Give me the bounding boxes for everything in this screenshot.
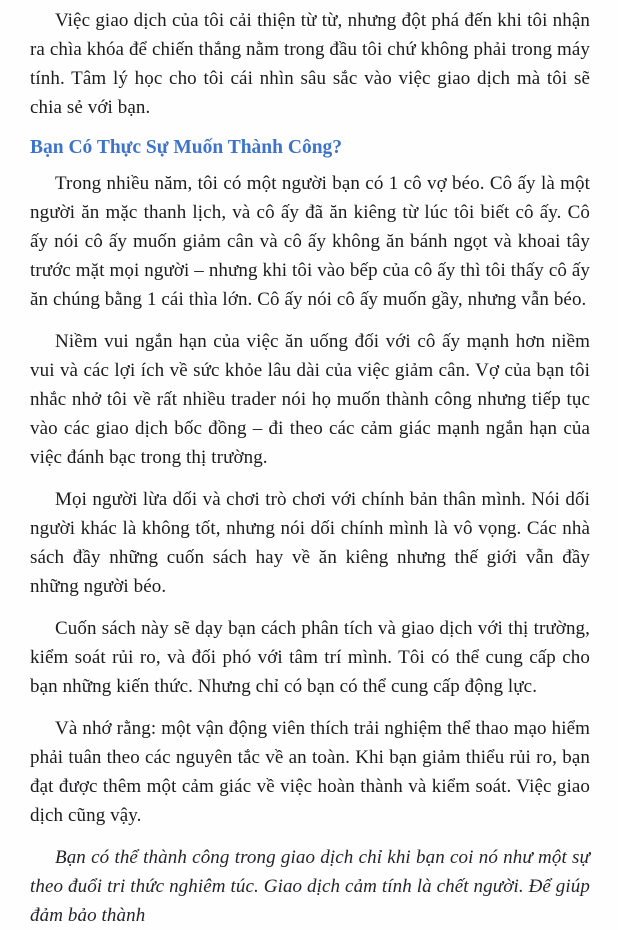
paragraph-intellectual-pursuit-italic: Bạn có thể thành công trong giao dịch chỉ khi bạn coi nó như một sự theo đuổi tri thức nghiêm túc. Giao dịch cảm tính là chết người. Để giúp đảm bảo thành [30, 847, 590, 926]
paragraph-self-deception: Mọi người lừa dối và chơi trò chơi với chính bản thân mình. Nói dối người khác là không tốt, nhưng nói dối chính mình là vô vọng. Các nhà sách đầy những cuốn sách hay về ăn kiêng nhưng thế giới vẫn đầy những người béo. [30, 489, 590, 597]
paragraph-athlete-safety: Và nhớ rằng: một vận động viên thích trải nghiệm thể thao mạo hiểm phải tuân theo các nguyên tắc về an toàn. Khi bạn giảm thiểu rủi ro, bạn đạt được thêm một cảm giác về việc hoàn thành và kiểm soát. Việc giao dịch cũng vậy. [30, 718, 590, 826]
paragraph-fat-wife-story: Trong nhiều năm, tôi có một người bạn có 1 cô vợ béo. Cô ấy là một người ăn mặc thanh lịch, và cô ấy đã ăn kiêng từ lúc tôi biết cô ấy. Cô ấy nói cô ấy muốn giảm cân và cô ấy không ăn bánh ngọt và khoai tây trước mặt mọi người – nhưng khi tôi vào bếp của cô ấy thì tôi thấy cô ấy ăn chúng bằng 1 cái thìa lớn. Cô ấy nói cô ấy muốn gầy, nhưng vẫn béo. [30, 173, 590, 310]
paragraph-book-promise: Cuốn sách này sẽ dạy bạn cách phân tích và giao dịch với thị trường, kiểm soát rủi ro, và đối phó với tâm trí mình. Tôi có thể cung cấp cho bạn những kiến thức. Nhưng chỉ có bạn có thể cung cấp động lực. [30, 618, 590, 697]
section-heading: Bạn Có Thực Sự Muốn Thành Công? [30, 137, 343, 158]
paragraph-short-term-pleasure: Niềm vui ngắn hạn của việc ăn uống đối với cô ấy mạnh hơn niềm vui và các lợi ích về sức khỏe lâu dài của việc giảm cân. Vợ của bạn tôi nhắc nhở tôi về rất nhiều trader nói họ muốn thành công nhưng tiếp tục vào các giao dịch bốc đồng – đi theo các cảm giác mạnh ngắn hạn của việc đánh bạc trong thị trường. [30, 331, 590, 468]
paragraph-trading-improvement: Việc giao dịch của tôi cải thiện từ từ, nhưng đột phá đến khi tôi nhận ra chìa khóa để chiến thắng nằm trong đầu tôi chứ không phải trong máy tính. Tâm lý học cho tôi cái nhìn sâu sắc vào việc giao dịch mà tôi sẽ chia sẻ với bạn. [30, 10, 590, 118]
